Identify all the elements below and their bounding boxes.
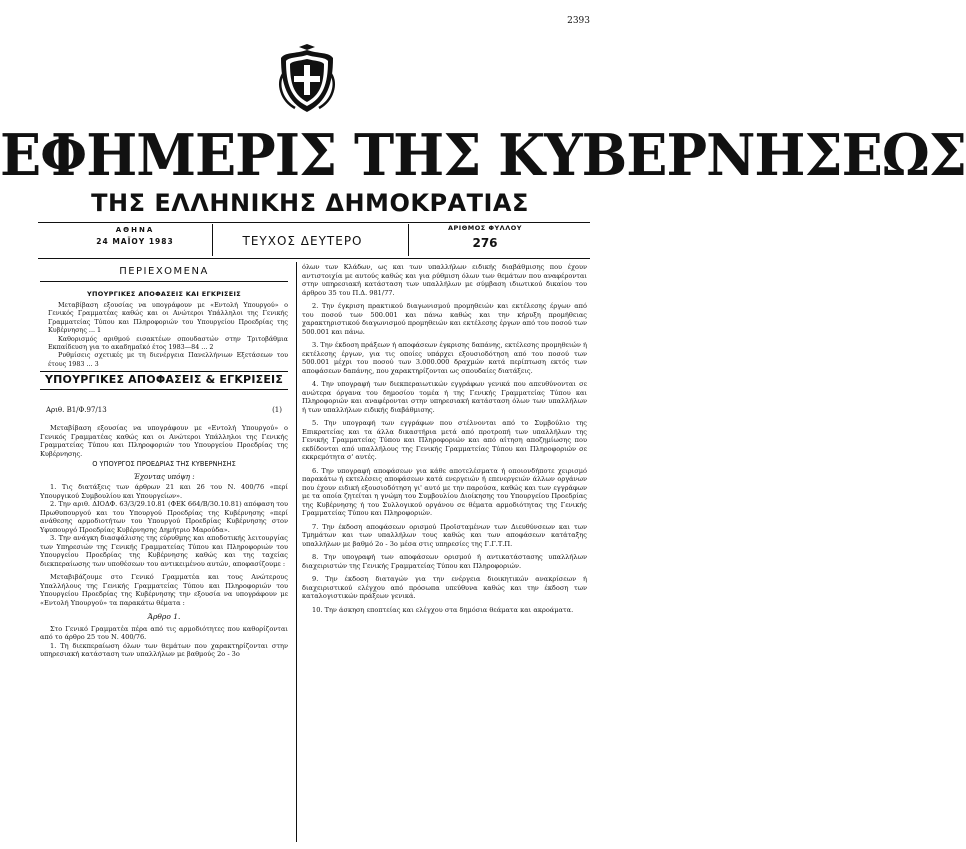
- toc-section: ΥΠΟΥΡΓΙΚΕΣ ΑΠΟΦΑΣΕΙΣ ΚΑΙ ΕΓΚΡΙΣΕΙΣ: [87, 289, 241, 298]
- header-divider: [212, 224, 213, 256]
- decision-ref-number: Αριθ. Β1/Φ.97/13: [46, 405, 107, 414]
- column-divider: [296, 262, 297, 842]
- gazette-title: ΕΦΗΜΕΡΙΣ ΤΗΣ ΚΥΒΕΡΝΗΣΕΩΣ: [0, 121, 966, 189]
- toc-item: Καθορισμός αριθμού εισακτέων σπουδαστών στην Τριτοβάθμια Εκπαίδευση για το ακαδημαϊκό έτος 1983—84 ... 2: [48, 334, 288, 352]
- consideration-item: 1. Τις διατάξεις των άρθρων 21 και 26 του Ν. 400/76 «περί Υπουργικού Συμβουλίου και Υπουργείων».: [40, 483, 288, 500]
- coat-of-arms-emblem: [275, 44, 339, 116]
- toc-item: Μεταβίβαση εξουσίας να υπογράφουν με «Εντολή Υπουργού» ο Γενικός Γραμματέας καθώς και οι Ανώτεροι Υπάλληλοι της Γενικής Γραμματείας Τύπου και Πληροφοριών του Υπουργείου Προεδρίας της Κυβέρνησης ... 1: [48, 301, 288, 335]
- header-divider: [408, 224, 409, 256]
- article-paragraph: 1. Τη διεκπεραίωση όλων των θεμάτων που χαρακτηρίζονται στην υπηρεσιακή κατάσταση των υπαλλήλων με βαθμούς 2ο - 3ο: [40, 641, 288, 659]
- article-paragraph: 3. Την έκδοση πράξεων ή αποφάσεων έγκρισης δαπάνης, εκτέλεσης προμηθειών ή εκτέλεσης έργων, για τις οποίες υπάρχει εξουσιοδότηση από του ποσού των 500.001 μέχρι του ποσού των 3.000.000 δραχμών κατά περίπτωση εκτός των αποφάσεων δαπάνης, που χαρακτηρίζονται ως σπουδαίες διατάξεις.: [302, 341, 587, 375]
- issue-date: 24 ΜΑΪΟΥ 1983: [96, 237, 174, 246]
- article-paragraph: 7. Την έκδοση αποφάσεων ορισμού Προϊσταμένων των Διευθύνσεων και των Τμημάτων και των υπαλλήλων τους καθώς και των αποφάσεων κατάταξης υπαλλήλων με βαθμό 2ο - 3ο μέσα στις υπηρεσίες της Γ.Γ.Τ.Π.: [302, 522, 587, 548]
- page-number: 2393: [567, 16, 590, 26]
- ministry-name: Ο ΥΠΟΥΡΓΟΣ ΠΡΟΕΔΡΙΑΣ ΤΗΣ ΚΥΒΕΡΝΗΣΗΣ: [92, 460, 236, 469]
- considering-label: Έχοντας υπόψη :: [133, 472, 195, 481]
- article-paragraph: 6. Την υπογραφή αποφάσεων για κάθε αποτελέσματα ή οποιονδήποτε χειρισμό παρακάτω ή εκτελέσεις αποφάσεων κατά ενεργειών ή επενεργειών άλλων οργάνων που έχουν ειδική εξουσιοδότηση γι' αυτό με την παρούσα, καθώς και των εγγράφων με τα οποία ζητείται η γνώμη του Συμβουλίου Διοίκησης του Υπουργείου Προεδρίας της Κυβέρνησης ή του Συλλογικού οργάνου σε θέματα αρμοδιότητας της Γενικής Γραμματείας Τύπου και Πληροφοριών.: [302, 466, 587, 517]
- article-paragraph: 9. Την έκδοση διαταγών για την ενέργεια διοικητικών ανακρίσεων ή διαχειριστικού ελέγχου από πρόσωπα υπεύθυνα καθώς και την έκδοση των καταλογιστικών πράξεων γενικά.: [302, 575, 587, 600]
- left-column: [40, 263, 288, 659]
- article-paragraph: 5. Την υπογραφή των εγγράφων που στέλνονται από το Συμβούλιο της Επικρατείας και τα άλλα δικαστήρια μετά από προτροπή των υπαλλήλων της Γενικής Γραμματείας Τύπου και Πληροφοριών και από αίτηση αποζημίωσης που εκδίδονται από υπαλλήλους της Γενικής Γραμματείας Τύπου και Πληροφοριών σε εκκρεμότητα σ' αυτές.: [302, 419, 587, 461]
- decision-index: (1): [272, 405, 282, 414]
- section-rule: [40, 389, 288, 390]
- gazette-subtitle: ΤΗΣ ΕΛΛΗΝΙΚΗΣ ΔΗΜΟΚΡΑΤΙΑΣ: [91, 189, 529, 217]
- article-paragraph: Στο Γενικό Γραμματέα πέρα από τις αρμοδιότητες που καθορίζονται από το άρθρο 25 του Ν. 400/76.: [40, 624, 288, 642]
- sheet-number-label: ΑΡΙΘΜΟΣ ΦΥΛΛΟΥ: [448, 224, 522, 232]
- section-heading: ΥΠΟΥΡΓΙΚΕΣ ΑΠΟΦΑΣΕΙΣ & ΕΓΚΡΙΣΕΙΣ: [44, 373, 284, 387]
- article-paragraph: όλων των Κλάδων, ως και των υπαλλήλων ειδικής διαβάθμισης που έχουν αντιστοιχία με αυτούς καθώς και για ρύθμιση όλων των θεμάτων που αναφέρονται στην υπηρεσιακή κατάσταση των υπαλλήλων με σύμβαση ιδιωτικού δικαίου του άρθρου 35 του Π.Δ. 981/77.: [302, 263, 587, 297]
- article-paragraph: 8. Την υπογραφή των αποφάσεων ορισμού ή αντικατάστασης υπαλλήλων διαχειριστών της Γενικής Γραμματείας Τύπου και Πληροφοριών.: [302, 553, 587, 570]
- decision-intro: Μεταβίβαση εξουσίας να υπογράφουν με «Εντολή Υπουργού» ο Γενικός Γραμματέας καθώς και οι Ανώτεροι Υπάλληλοι της Γενικής Γραμματείας Τύπου και Πληροφοριών του Υπουργείου Προεδρίας της Κυβέρνησης.: [40, 424, 288, 458]
- article-paragraph: 4. Την υπογραφή των διεκπεραιωτικών εγγράφων γενικά που απευθύνονται σε ανώτερα όργανα του δημοσίου τομέα ή της Γενικής Γραμματείας Τύπου και Πληροφοριών και αναφέρονται στην υπηρεσιακή κατάσταση όλων των υπαλλήλων ή των υπαλλήλων ειδικής διαβάθμισης.: [302, 380, 587, 414]
- issue-city: ΑΘΗΝΑ: [115, 226, 155, 234]
- consideration-item: 3. Την ανάγκη διασφάλισης της εύρυθμης και αποδοτικής λειτουργίας των Υπηρεσιών της Γενικής Γραμματείας Τύπου και Πληροφοριών του Υπουργείου Προεδρίας της Κυβέρνησης καθώς και της ταχείας διεκπεραίωσης των υποθέσεων του αντικειμένου αυτών, αποφασίζουμε :: [40, 534, 288, 568]
- header-rule-top: [38, 222, 590, 223]
- sheet-number: 276: [472, 236, 498, 250]
- section-rule: [40, 371, 288, 372]
- delegation-paragraph: Μεταβιβάζουμε στο Γενικό Γραμματέα και τους Ανώτερους Υπαλλήλους της Γενικής Γραμματείας Τύπου και Πληροφοριών του Υπουργείου Προεδρίας της Κυβέρνησης την εξουσία να υπογράφουν με «Εντολή Υπουργού» τα παρακάτω θέματα :: [40, 573, 288, 607]
- toc-title: ΠΕΡΙΕΧΟΜΕΝΑ: [119, 266, 209, 277]
- article-paragraph: 2. Την έγκριση πρακτικού διαγωνισμού προμηθειών και εκτέλεσης έργων από του ποσού των 500.001 και πάνω καθώς και την κήρυξη προμήθειας χαρακτηριστικού διαγωνισμού προμηθειών και εκτέλεσης έργων από του ποσού των 500.001 και πάνω.: [302, 302, 587, 336]
- header-rule-bottom: [38, 258, 590, 259]
- article-paragraph: 10. Την άσκηση εποπτείας και ελέγχου στα δημόσια θεάματα και ακροάματα.: [312, 605, 574, 614]
- issue-series: ΤΕΥΧΟΣ ΔΕΥΤΕΡΟ: [242, 234, 363, 248]
- consideration-item: 2. Την αριθ. ΔΙΟΔΦ. 63/3/29.10.81 (ΦΕΚ 664/Β/30.10.81) απόφαση του Πρωθυπουργού και του Υπουργού Προεδρίας της Κυβέρνησης «περί ανάθεσης αρμοδιοτήτων του Υπουργού Προεδρίας Κυβέρνησης στον Υφυπουργό Προεδρίας Κυβέρνησης Δημήτριο Μαρούδα».: [40, 500, 288, 534]
- toc-rule: [40, 281, 288, 282]
- article-heading: Άρθρο 1.: [147, 612, 181, 622]
- right-column: [302, 263, 587, 614]
- decision-reference: [46, 406, 282, 415]
- toc-item: Ρυθμίσεις σχετικές με τη διενέργεια Πανελλήνιων Εξετάσεων του έτους 1983 ... 3: [48, 351, 288, 368]
